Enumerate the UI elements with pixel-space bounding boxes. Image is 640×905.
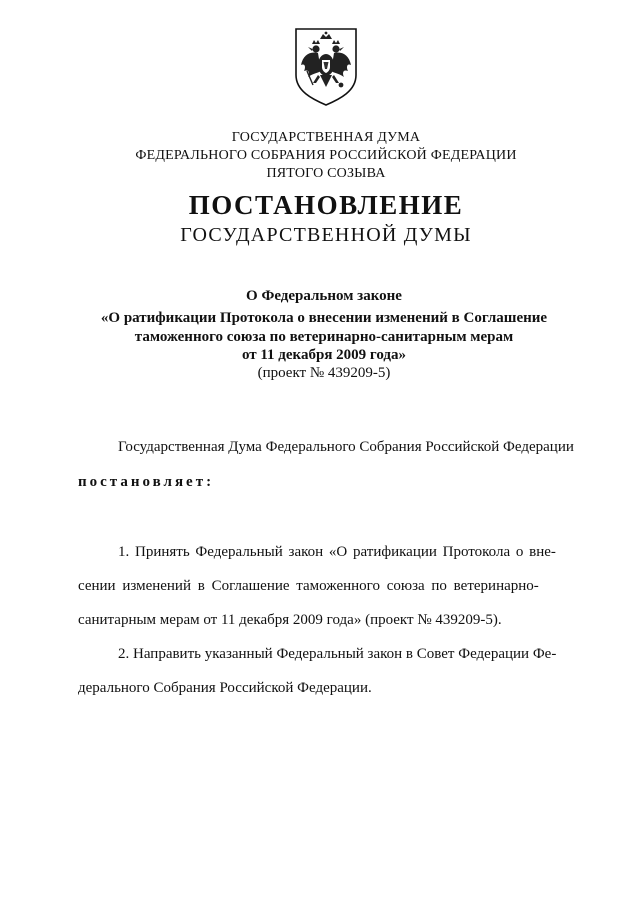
item-2-line-1: 2. Направить указанный Федеральный закон в Совет Федерации Фе- xyxy=(118,646,557,662)
coat-of-arms-emblem xyxy=(294,27,358,107)
document-subtitle: ГОСУДАРСТВЕННОЙ ДУМЫ xyxy=(180,224,472,246)
law-title-line-2: «О ратификации Протокола о внесении изменений в Соглашение xyxy=(100,310,548,326)
double-headed-eagle-icon xyxy=(294,27,358,107)
item-2-line-2: дерального Собрания Российской Федерации. xyxy=(78,680,372,696)
project-number: (проект № 439209-5) xyxy=(257,365,391,381)
item-1-line-2: сении изменений в Соглашение таможенного союза по ветеринарно- xyxy=(78,578,539,594)
convocation-line: ПЯТОГО СОЗЫВА xyxy=(266,166,386,181)
org-name-line-2: ФЕДЕРАЛЬНОГО СОБРАНИЯ РОССИЙСКОЙ ФЕДЕРАЦИИ xyxy=(135,148,517,163)
item-1-line-1: 1. Принять Федеральный закон «О ратификации Протокола о вне- xyxy=(118,544,556,560)
item-1-line-3: санитарным мерам от 11 декабря 2009 года» (проект № 439209-5). xyxy=(78,612,502,628)
resolves-word: постановляет: xyxy=(78,474,215,490)
intro-paragraph: Государственная Дума Федерального Собрания Российской Федерации xyxy=(118,439,574,455)
law-title-line-4: от 11 декабря 2009 года» xyxy=(241,347,407,363)
law-title-line-3: таможенного союза по ветеринарно-санитарным мерам xyxy=(134,329,514,345)
org-name-line-1: ГОСУДАРСТВЕННАЯ ДУМА xyxy=(231,130,421,145)
document-title: ПОСТАНОВЛЕНИЕ xyxy=(188,190,464,220)
law-title-line-1: О Федеральном законе xyxy=(246,288,402,304)
